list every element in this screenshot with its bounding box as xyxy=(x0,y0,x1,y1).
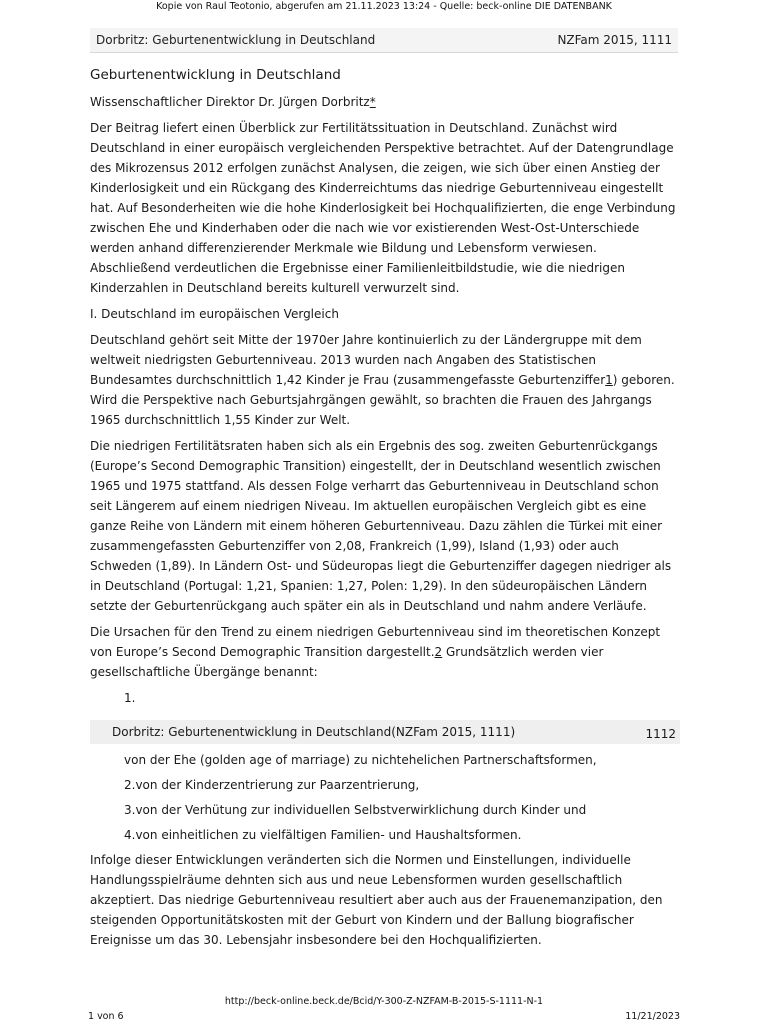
footer-url: http://beck-online.beck.de/Bcid/Y-300-Z-NZFAM-B-2015-S-1111-N-1 xyxy=(224,996,544,1007)
print-header-line: Kopie von Raul Teotonio, abgerufen am 21.11.2023 13:24 - Quelle: beck-online DIE DATENBANK xyxy=(156,1,612,12)
list-item-1-continuation: von der Ehe (golden age of marriage) zu nichtehelichen Partnerschaftsformen, xyxy=(124,753,597,767)
article-abstract: Der Beitrag liefert einen Überblick zur Fertilitätssituation in Deutschland. Zunächst wird Deutschland in einer europäisch vergleichenden Perspektive betrachtet. Auf der Datengrundlage des Mikrozensus 2012 erfolgen zunächst Analysen, die zeigen, wie sich über einen Anstieg der Kinderlosigkeit und ein Rückgang des Kinderreichtums das niedrige Geburtenniveau eingestellt hat. Auf Besonderheiten wie die hohe Kinderlosigkeit bei Hochqualifizierten, die enge Verbindung zwischen Ehe und Kinderhaben oder die nach wie vor existierenden West-Ost-Unterschiede werden anhand differenzierender Merkmale wie Bildung und Lebensform verwiesen. Abschließend verdeutlichen die Ergebnisse einer Familienleitbildstudie, wie die niedrigen Kinderzahlen in Deutschland bereits kulturell verwurzelt sind. xyxy=(90,121,676,295)
footer-page-count: 1 von 6 xyxy=(88,1011,124,1022)
footnote-link-2[interactable]: 2 xyxy=(434,645,443,659)
paragraph-3-text-a: Die Ursachen für den Trend zu einem niedrigen Geburtenniveau sind im theoretischen Konzept von Europe’s Second Demographic Transition dargestellt. xyxy=(90,625,661,659)
paragraph-1-text-a: Deutschland gehört seit Mitte der 1970er Jahre kontinuierlich zu der Ländergruppe mit dem weltweit niedrigsten Geburtenniveau. 2013 wurden nach Angaben des Statistischen Bundesamtes durchschnittlich 1,42 Kinder je Frau (zusammengefasste Geburtenziffer xyxy=(90,333,642,387)
paragraph-1 xyxy=(90,330,680,430)
paragraph-1-text-b: ) geboren. Wird die Perspektive nach Geburtsjahrgängen gewählt, so brachten die Frauen des Jahrgangs 1965 durchschnittlich 1,55 Kinder zur Welt. xyxy=(90,373,675,427)
list-item-4: 4.von einheitlichen zu vielfältigen Familien- und Haushaltsformen. xyxy=(124,828,522,842)
paragraph-3 xyxy=(90,622,680,682)
footnote-link-1[interactable]: 1 xyxy=(605,373,613,387)
header-citation-title: Dorbritz: Geburtenentwicklung in Deutschland xyxy=(96,33,376,47)
list-item-3: 3.von der Verhütung zur individuellen Selbstverwirklichung durch Kinder und xyxy=(124,803,587,817)
paragraph-3-text-b: Grundsätzlich werden vier gesellschaftliche Übergänge benannt: xyxy=(90,645,604,679)
paragraph-2: Die niedrigen Fertilitätsraten haben sich als ein Ergebnis des sog. zweiten Geburtenrückgangs (Europe’s Second Demographic Transition) eingestellt, der in Deutschland wesentlich zwischen 1965 und 1975 stattfand. Als dessen Folge verharrt das Geburtenniveau in Deutschland schon seit Längerem auf einem niedrigen Niveau. Im aktuellen europäischen Vergleich gibt es eine ganze Reihe von Ländern mit einem höheren Geburtenniveau. Dazu zählen die Türkei mit einer zusammengefassten Geburtenziffer von 2,08, Frankreich (1,99), Island (1,93) oder auch Schweden (1,89). In Ländern Ost- und Südeuropas liegt die Geburtenziffer dagegen niedriger als in Deutschland (Portugal: 1,21, Spanien: 1,27, Polen: 1,29). In den südeuropäischen Ländern setzte der Geburtenrückgang auch später ein als in Deutschland und nahm andere Verläufe. xyxy=(90,439,672,613)
page-break-number: 1112 xyxy=(645,727,676,741)
header-citation-reference: NZFam 2015, 1111 xyxy=(557,33,672,47)
list-item-2: 2.von der Kinderzentrierung zur Paarzentrierung, xyxy=(124,778,420,792)
page-break-bar xyxy=(90,720,680,744)
article-author xyxy=(90,92,680,112)
article-title: Geburtenentwicklung in Deutschland xyxy=(90,67,341,83)
footer-date: 11/21/2023 xyxy=(625,1011,680,1022)
section-heading-1: I. Deutschland im europäischen Vergleich xyxy=(90,307,339,321)
paragraph-4: Infolge dieser Entwicklungen veränderten sich die Normen und Einstellungen, individuelle Handlungsspielräume dehnten sich aus und neue Lebensformen wurden gesellschaftlich akzeptiert. Das niedrige Geburtenniveau resultiert aber auch aus der Frauenemanzipation, den steigenden Opportunitätskosten mit der Geburt von Kindern und der Ballung biografischer Ereignisse um das 30. Lebensjahr insbesondere bei den Hochqualifizierten. xyxy=(90,853,663,947)
list-item-1-marker: 1. xyxy=(124,691,136,705)
transition-list xyxy=(90,750,680,845)
page-break-label: Dorbritz: Geburtenentwicklung in Deutschland(NZFam 2015, 1111) xyxy=(112,725,516,739)
author-footnote-link[interactable]: * xyxy=(369,95,376,109)
document-header-bar xyxy=(90,28,678,53)
article-body xyxy=(90,64,680,956)
author-name: Wissenschaftlicher Direktor Dr. Jürgen Dorbritz xyxy=(90,95,370,109)
